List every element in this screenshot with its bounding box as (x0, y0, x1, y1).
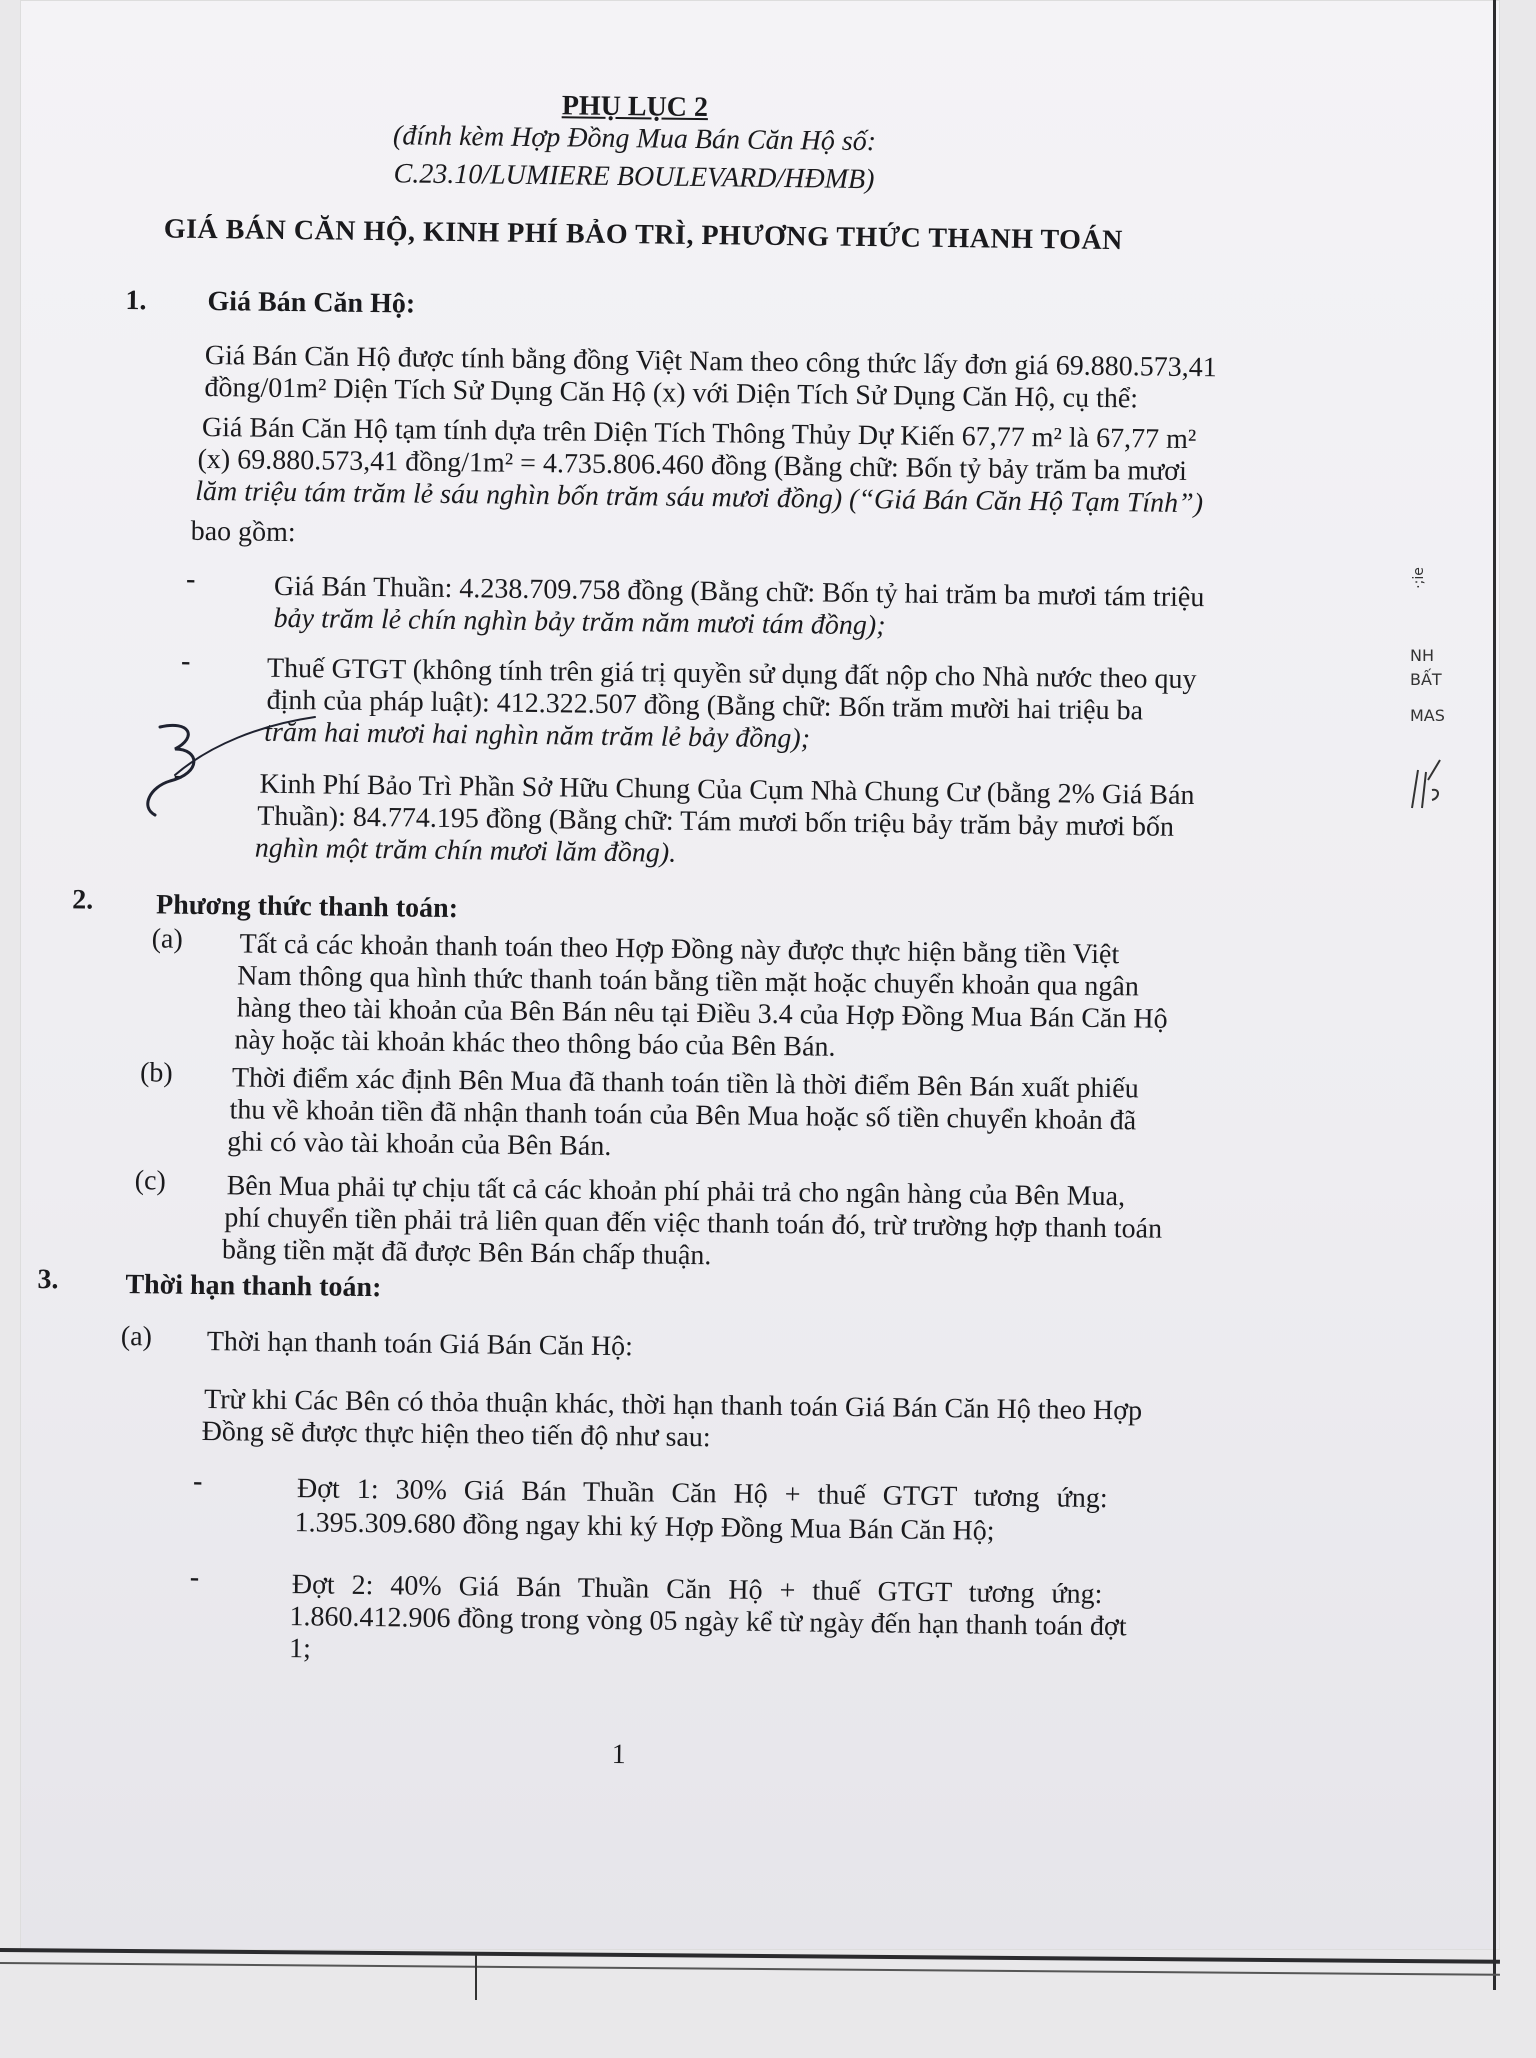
handwritten-initials-icon (120, 715, 320, 825)
stamp-text: NH (1410, 646, 1434, 665)
payment-installment-text: 1; (288, 1633, 312, 1665)
clause-text: thu về khoản tiền đã nhận thanh toán của Bên Mua hoặc số tiền chuyển khoản đã (229, 1094, 1137, 1137)
bullet-mark: - (192, 1465, 203, 1498)
payment-installment-text: 1.395.309.680 đồng ngay khi ký Hợp Đồng Mua Bán Căn Hộ; (294, 1507, 995, 1547)
bullet-text: trăm hai mươi hai nghìn năm trăm lẻ bảy đồng); (264, 716, 811, 755)
clause-text: bằng tiền mặt đã được Bên Bán chấp thuận. (221, 1234, 712, 1272)
section-2-heading: Phương thức thanh toán: (155, 889, 459, 925)
payment-installment-text: 1.860.412.906 đồng trong vòng 05 ngày kể từ ngày đến hạn thanh toán đợt (289, 1601, 1127, 1643)
main-title: GIÁ BÁN CĂN HỘ, KINH PHÍ BẢO TRÌ, PHƯƠNG THỨC THANH TOÁN (163, 213, 1124, 257)
appendix-title: PHỤ LỤC 2 (561, 90, 709, 124)
stamp-mark-icon (1404, 730, 1444, 810)
clause-label: (b) (139, 1057, 173, 1089)
bullet-text: Thuần): 84.774.195 đồng (Bằng chữ: Tám mươi bốn triệu bảy trăm bảy mươi bốn (257, 800, 1175, 843)
appendix-subtitle-2: C.23.10/LUMIERE BOULEVARD/HĐMB) (393, 158, 875, 196)
clause-text: Bên Mua phải tự chịu tất cả các khoản phí phải trả cho ngân hàng của Bên Mua, (226, 1170, 1126, 1213)
clause-text: phí chuyển tiền phải trả liên quan đến việc thanh toán đó, trừ trường hợp thanh toán (224, 1202, 1163, 1245)
bullet-text: nghìn một trăm chín mươi lăm đồng). (254, 832, 677, 869)
clause-text: Tất cả các khoản thanh toán theo Hợp Đồng này được thực hiện bằng tiền Việt (239, 928, 1120, 971)
bullet-text: Giá Bán Thuần: 4.238.709.758 đồng (Bằng chữ: Bốn tỷ hai trăm ba mươi tám triệu (273, 570, 1205, 614)
bullet-text: Kinh Phí Bảo Trì Phần Sở Hữu Chung Của Cụm Nhà Chung Cư (bằng 2% Giá Bán (259, 768, 1195, 812)
clause-label: (c) (134, 1165, 167, 1197)
clause-text: hàng theo tài khoản của Bên Bán nêu tại Điều 3.4 của Hợp Đồng Mua Bán Căn Hộ (236, 992, 1168, 1035)
section-1-text: bao gồm: (190, 515, 296, 549)
section-2-number: 2. (71, 884, 94, 916)
section-1-text: Giá Bán Căn Hộ được tính bằng đồng Việt Nam theo công thức lấy đơn giá 69.880.573,41 (204, 339, 1217, 384)
bullet-text: bảy trăm lẻ chín nghìn bảy trăm năm mươi tám đồng); (273, 602, 886, 642)
stamp-text: MAS (1410, 706, 1445, 725)
section-1-text: Giá Bán Căn Hộ tạm tính dựa trên Diện Tích Thông Thủy Dự Kiến 67,77 m² là 67,77 m² (201, 411, 1197, 456)
section-1-number: 1. (125, 284, 147, 317)
clause-label: (a) (120, 1321, 153, 1353)
section-1-text: lăm triệu tám trăm lẻ sáu nghìn bốn trăm sáu mươi đồng) (“Giá Bán Căn Hộ Tạm Tính”) (194, 475, 1204, 520)
clause-heading: Thời hạn thanh toán Giá Bán Căn Hộ: (206, 1326, 634, 1363)
clause-text: Nam thông qua hình thức thanh toán bằng tiền mặt hoặc chuyển khoản qua ngân (237, 960, 1139, 1003)
stamp-text: BẤT (1410, 670, 1442, 689)
bullet-mark: - (180, 645, 191, 677)
bullet-text: Thuế GTGT (không tính trên giá trị quyền sử dụng đất nộp cho Nhà nước theo quy (266, 652, 1197, 696)
stamp-fragment: ·;ie (1410, 567, 1427, 589)
clause-text: ghi có vào tài khoản của Bên Bán. (227, 1126, 612, 1162)
section-1-heading: Giá Bán Căn Hộ: (207, 285, 416, 320)
payment-installment-text: Đợt 1: 30% Giá Bán Thuần Căn Hộ + thuế GTGT tương ứng: (296, 1473, 1108, 1515)
bullet-mark: - (185, 563, 196, 595)
payment-installment-text: Đợt 2: 40% Giá Bán Thuần Căn Hộ + thuế GTGT tương ứng: (291, 1569, 1103, 1611)
clause-text: Đồng sẽ được thực hiện theo tiến độ như sau: (201, 1416, 711, 1454)
section-1-text: (x) 69.880.573,41 đồng/1m² = 4.735.806.460 đồng (Bằng chữ: Bốn tỷ bảy trăm ba mươi (197, 443, 1188, 487)
page-number: 1 (611, 1739, 626, 1771)
appendix-subtitle-1: (đính kèm Hợp Đồng Mua Bán Căn Hộ số: (392, 120, 877, 158)
bullet-mark: - (173, 759, 184, 791)
clause-text: Trừ khi Các Bên có thỏa thuận khác, thời hạn thanh toán Giá Bán Căn Hộ theo Hợp (203, 1384, 1143, 1427)
section-1-text: đồng/01m² Diện Tích Sử Dụng Căn Hộ (x) với Diện Tích Sử Dụng Căn Hộ, cụ thể: (204, 371, 1139, 415)
section-3-number: 3. (37, 1263, 59, 1296)
bullet-text: định của pháp luật): 412.322.507 đồng (Bằng chữ: Bốn trăm mười hai triệu ba (266, 684, 1144, 727)
section-3-heading: Thời hạn thanh toán: (125, 1269, 382, 1304)
clause-text: Thời điểm xác định Bên Mua đã thanh toán tiền là thời điểm Bên Bán xuất phiếu (231, 1062, 1139, 1105)
clause-label: (a) (151, 923, 183, 955)
clause-text: này hoặc tài khoản khác theo thông báo của Bên Bán. (234, 1024, 836, 1063)
bullet-mark: - (189, 1561, 200, 1593)
